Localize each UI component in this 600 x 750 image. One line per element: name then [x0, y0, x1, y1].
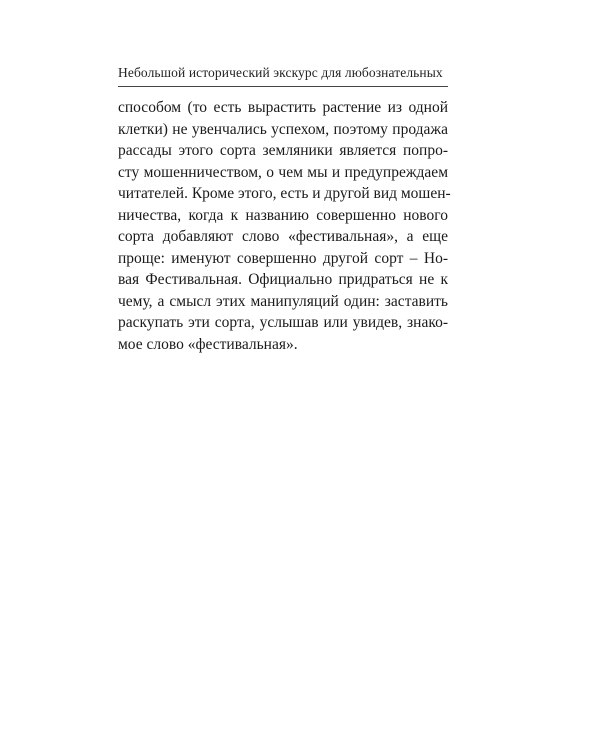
- body-paragraph: [118, 97, 451, 355]
- text-line: раскупать эти сорта, услышав или увидев, знако-: [118, 314, 448, 331]
- text-line: сту мошенничеством, о чем мы и предупреждаем: [118, 163, 448, 181]
- text-line: чему, а смысл этих манипуляций один: заставить: [118, 292, 448, 310]
- header-divider: [118, 86, 448, 87]
- running-header: Небольшой исторический экскурс для любознательных: [118, 65, 443, 80]
- text-line: читателей. Кроме этого, есть и другой вид мошен-: [118, 185, 451, 202]
- text-line: клетки) не увенчались успехом, поэтому продажа: [118, 120, 448, 138]
- text-line: сорта добавляют слово «фестивальная», а еще: [118, 228, 448, 245]
- text-line: способом (то есть вырастить растение из одной: [118, 99, 448, 116]
- text-line: ничества, когда к названию совершенно нового: [118, 206, 448, 224]
- text-line: проще: именуют совершенно другой сорт – Но-: [118, 249, 448, 267]
- text-line: вая Фестивальная. Официально придраться не к: [118, 271, 448, 288]
- text-line: мое слово «фестивальная».: [118, 335, 298, 353]
- text-line: рассады этого сорта земляники является попро-: [118, 142, 448, 159]
